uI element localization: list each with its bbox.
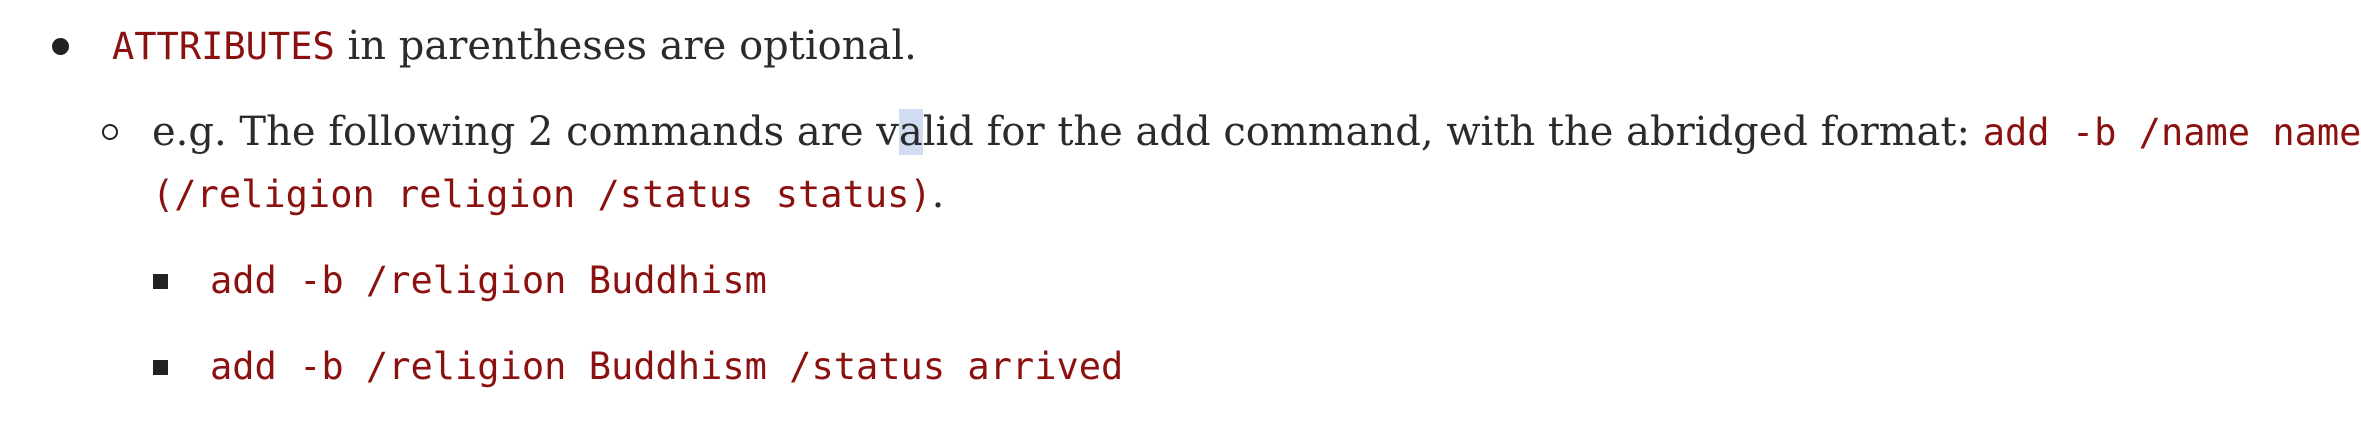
example-trailing-period: .: [931, 171, 945, 217]
attributes-text: in parentheses are optional.: [347, 23, 917, 69]
example-text-before: e.g. The following 2 commands are v: [152, 109, 899, 155]
command-code: add -b /religion Buddhism: [210, 259, 767, 302]
format-code-part1: add -b /name name: [1982, 111, 2361, 154]
bullet-square-icon: [153, 360, 168, 375]
format-code-part2: (/religion religion /status status): [152, 173, 932, 216]
text-selection-highlight: a: [898, 109, 923, 155]
bullet-disc-icon: [52, 38, 69, 55]
attributes-code: ATTRIBUTES: [112, 25, 335, 68]
example-line-2: [152, 164, 944, 225]
command-code: add -b /religion Buddhism /status arrived: [210, 345, 1124, 388]
command-example-1: [210, 250, 767, 311]
command-example-2: [210, 336, 1123, 397]
bullet-square-icon: [153, 274, 168, 289]
example-text-after: lid for the add command, with the abridged format:: [922, 109, 1971, 155]
attributes-note: [112, 16, 917, 77]
example-line-1: [152, 102, 2361, 163]
bullet-circle-icon: [102, 124, 118, 140]
